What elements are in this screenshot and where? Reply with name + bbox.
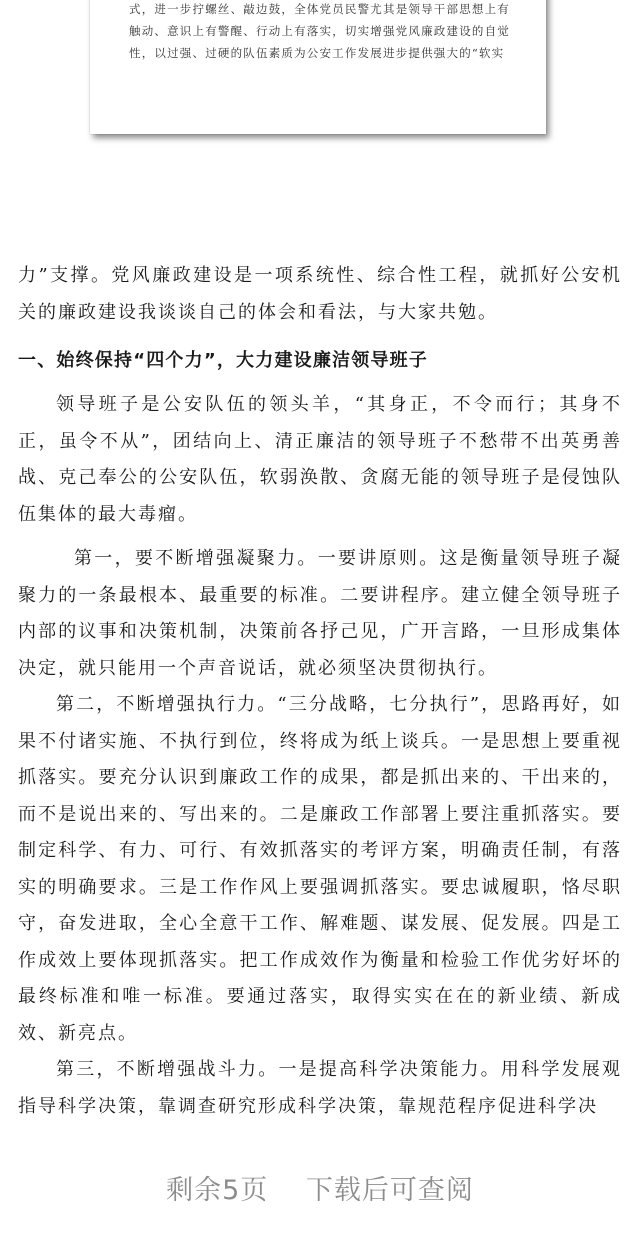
body-paragraph: 领导班子是公安队伍的领头羊，“其身正，不令而行；其身不正，虽令不从”，团结向上、清正廉洁的领导班子不愁带不出英勇善战、克己奉公的公安队伍，软弱涣散、贪腐无能的领导班子是侵蚀队伍集体的最大毒瘤。 — [18, 394, 622, 525]
section-heading: 一、始终保持“四个力”，大力建设廉洁领导班子 — [18, 350, 429, 371]
document-body — [18, 258, 622, 1125]
body-paragraph: 第一，要不断增强凝聚力。一要讲原则。这是衡量领导班子凝聚力的一条最根本、最重要的标准。二要讲程序。建立健全领导班子内部的议事和决策机制，决策前各抒己见，广开言路，一旦形成集体决定，就只能用一个声音说话，就必须坚决贯彻执行。 — [18, 548, 622, 679]
preview-line: 触动、意识上有警醒、行动上有落实，切实增强党风廉政建设的自觉 — [129, 24, 510, 38]
body-paragraph: 第二，不断增强执行力。“三分战略，七分执行”，思路再好，如果不付诸实施、不执行到位，终将成为纸上谈兵。一是思想上要重视抓落实。要充分认识到廉政工作的成果，都是抓出来的、干出来的，而不是说出来的、写出来的。二是廉政工作部署上要注重抓落实。要制定科学、有力、可行、有效抓落实的考评方案，明确责任制，有落实的明确要求。三是工作作风上要强调抓落实。要忠诚履职，恪尽职守，奋发进取，全心全意干工作、解难题、谋发展、促发展。四是工作成效上要体现抓落实。把工作成效作为衡量和检验工作优劣好坏的最终标准和唯一标准。要通过落实，取得实实在在的新业绩、新成效、新亮点。 — [18, 694, 622, 1044]
download-to-view-link[interactable]: 下载后可查阅 — [305, 1175, 474, 1206]
page-preview-card — [90, 0, 546, 134]
preview-line: 性，以过强、过硬的队伍素质为公安工作发展进步提供强大的“软实 — [129, 46, 505, 60]
body-paragraph: 第三，不断增强战斗力。一是提高科学决策能力。用科学发展观指导科学决策，靠调查研究形成科学决策，靠规范程序促进科学决 — [18, 1059, 622, 1117]
read-more-bar — [0, 1168, 640, 1207]
preview-line: 式，进一步拧螺丝、敲边鼓，全体党员民警尤其是领导干部思想上有 — [129, 2, 510, 16]
remaining-pages-label[interactable]: 剩余5页 — [166, 1175, 269, 1206]
intro-paragraph: 力”支撑。党风廉政建设是一项系统性、综合性工程，就抓好公安机关的廉政建设我谈谈自己的体会和看法，与大家共勉。 — [18, 265, 622, 323]
